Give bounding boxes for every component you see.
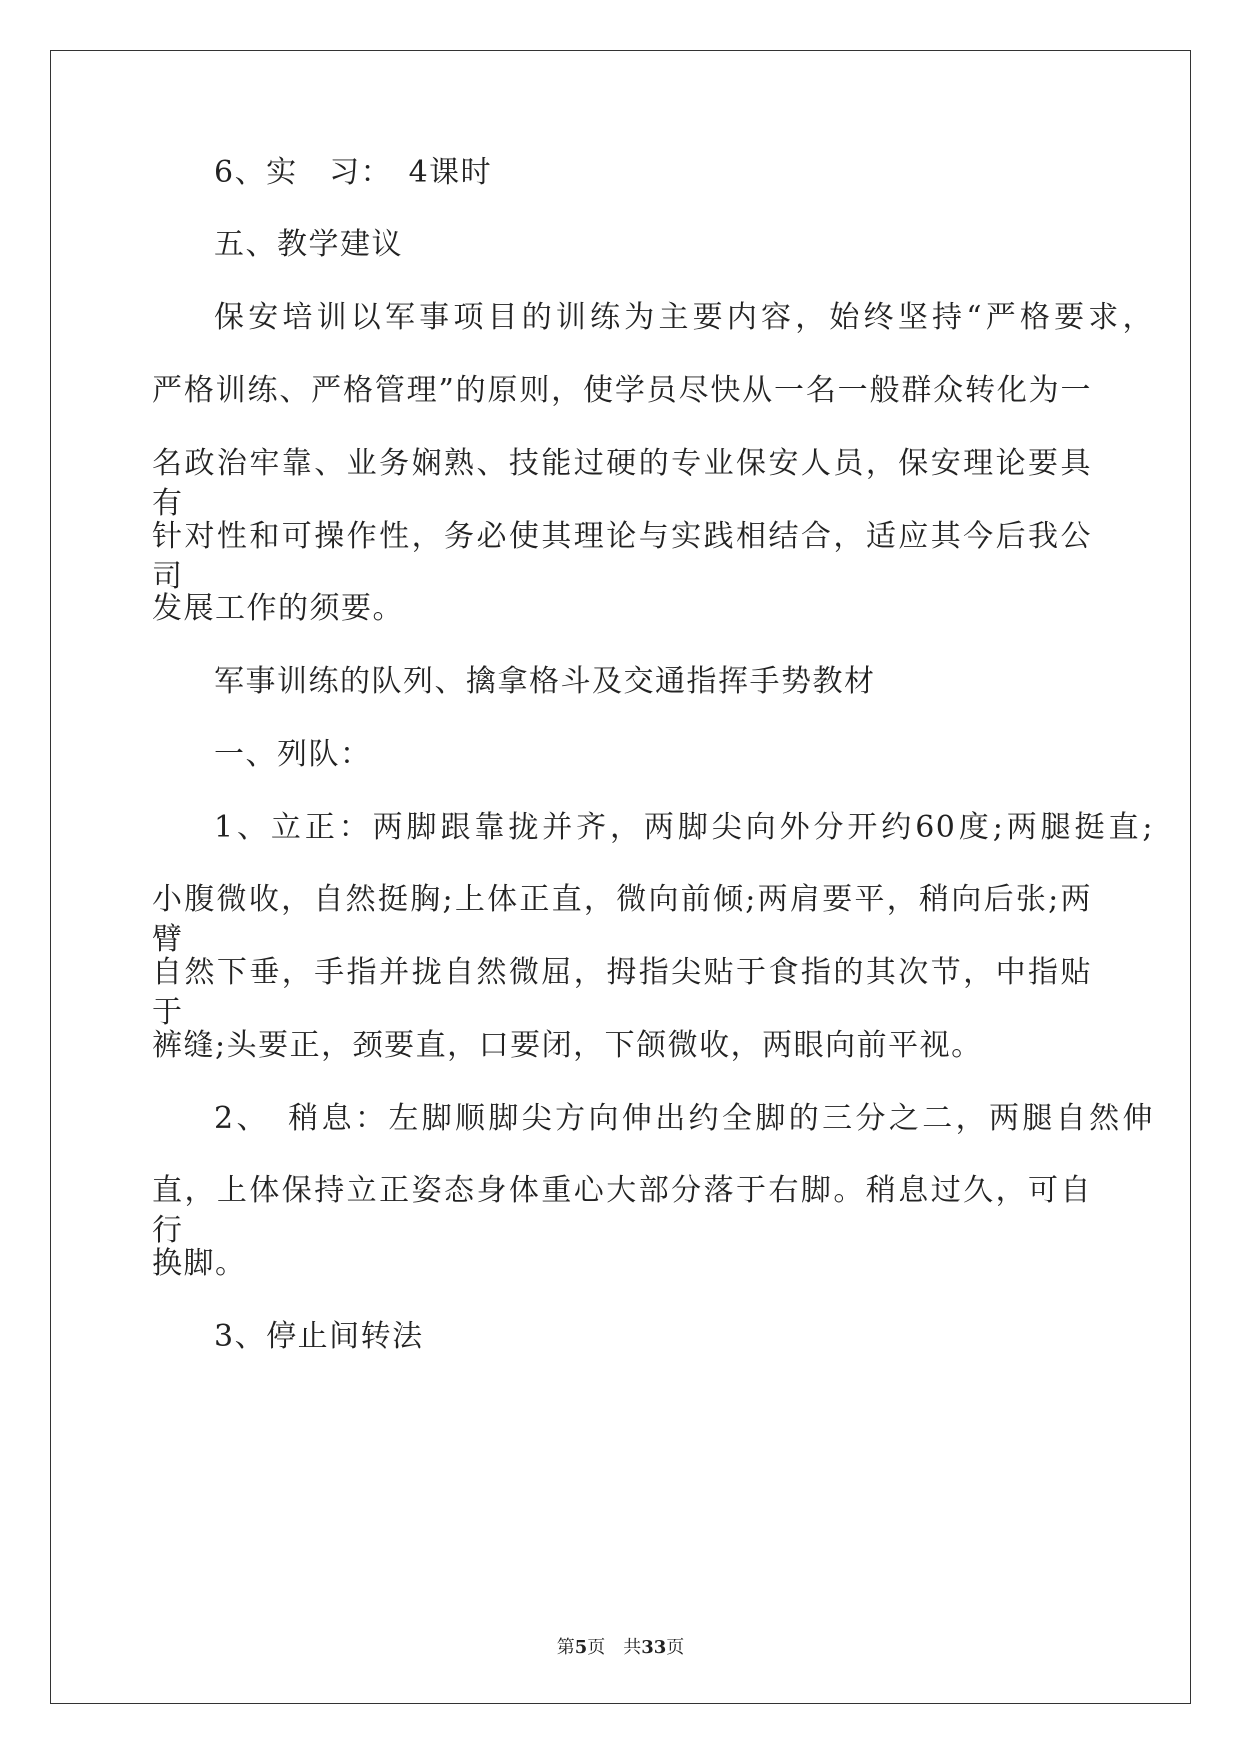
paragraph-line: 针对性和可操作性，务必使其理论与实践相结合，适应其今后我公司 xyxy=(152,519,1092,594)
paragraph-line: 自然下垂，手指并拢自然微屈，拇指尖贴于食指的其次节，中指贴于 xyxy=(152,955,1092,1030)
paragraph-line: 小腹微收，自然挺胸;上体正直，微向前倾;两肩要平，稍向后张;两臂 xyxy=(152,882,1092,957)
paragraph-line: 裤缝;头要正，颈要直，口要闭，下颌微收，两眼向前平视。 xyxy=(152,1028,983,1063)
paragraph-line: 2、 稍息：左脚顺脚尖方向伸出约全脚的三分之二，两腿自然伸 xyxy=(214,1101,1154,1136)
footer-prefix: 第 xyxy=(556,1637,575,1658)
footer-suffix: 页 xyxy=(666,1637,685,1658)
section-heading-teaching-advice: 五、教学建议 xyxy=(214,227,403,262)
footer-middle: 页 共 xyxy=(587,1637,642,1658)
paragraph-line: 名政治牢靠、业务娴熟、技能过硬的专业保安人员，保安理论要具有 xyxy=(152,446,1092,521)
total-page-count: 33 xyxy=(641,1637,667,1658)
paragraph-line: 直，上体保持立正姿态身体重心大部分落于右脚。稍息过久，可自行 xyxy=(152,1173,1092,1248)
paragraph-line: 严格训练、严格管理”的原则，使学员尽快从一名一般群众转化为一 xyxy=(152,373,1092,408)
current-page-number: 5 xyxy=(574,1637,588,1658)
page-footer xyxy=(0,1636,1241,1660)
section-item-turning: 3、停止间转法 xyxy=(214,1319,424,1354)
section-heading-drill: 一、列队： xyxy=(214,737,372,772)
paragraph-line: 发展工作的须要。 xyxy=(152,591,404,626)
section-item-practice: 6、实 习： 4课时 xyxy=(214,155,493,190)
section-title-training-materials: 军事训练的队列、擒拿格斗及交通指挥手势教材 xyxy=(214,664,876,699)
paragraph-line: 保安培训以军事项目的训练为主要内容，始终坚持“严格要求， xyxy=(214,300,1154,335)
paragraph-line: 1、立正：两脚跟靠拢并齐，两脚尖向外分开约60度;两腿挺直; xyxy=(214,810,1154,845)
paragraph-line: 换脚。 xyxy=(152,1246,247,1281)
